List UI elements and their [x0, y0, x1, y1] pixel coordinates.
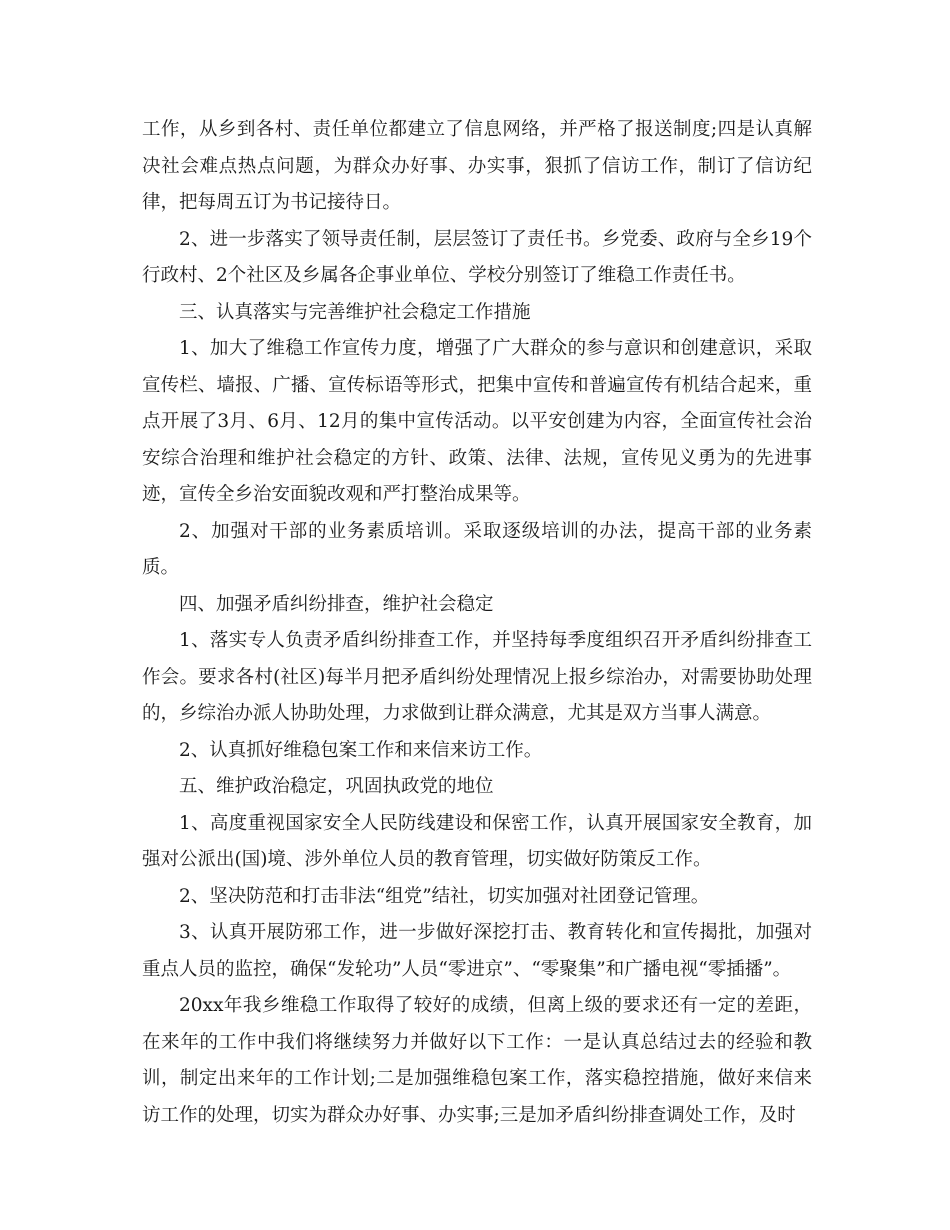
paragraph-8: 2、认真抓好维稳包案工作和来信来访工作。: [179, 739, 543, 761]
section-heading-3: 三、认真落实与完善维护社会稳定工作措施: [179, 301, 531, 323]
paragraph-13: 20xx年我乡维稳工作取得了较好的成绩，但离上级的要求还有一定的差距，在来年的工作中我们将继续努力并做好以下工作：一是认真总结过去的经验和教训，制定出来年的工作计划;二是加强维稳包案工作，落实稳控措施，做好来信来访工作的处理，切实为群众办好事、办实事;三是加矛盾纠纷排查调处工作，及时: [142, 995, 812, 1126]
document-body: [142, 112, 812, 1134]
section-heading-4: 四、加强矛盾纠纷排查，维护社会稳定: [179, 593, 494, 615]
paragraph-5: 2、加强对干部的业务素质培训。采取逐级培训的办法，提高干部的业务素质。: [142, 520, 812, 578]
paragraph-11: 2、坚决防范和打击非法“组党”结社，切实加强对社团登记管理。: [179, 885, 710, 907]
paragraph-2: 2、进一步落实了领导责任制，层层签订了责任书。乡党委、政府与全乡19个行政村、2个社区及乡属各企事业单位、学校分别签订了维稳工作责任书。: [142, 228, 812, 286]
paragraph-7: 1、落实专人负责矛盾纠纷排查工作，并坚持每季度组织召开矛盾纠纷排查工作会。要求各村(社区)每半月把矛盾纠纷处理情况上报乡综治办，对需要协助处理的，乡综治办派人协助处理，力求做到让群众满意，尤其是双方当事人满意。: [142, 630, 812, 724]
paragraph-1: 工作，从乡到各村、责任单位都建立了信息网络，并严格了报送制度;四是认真解决社会难点热点问题，为群众办好事、办实事，狠抓了信访工作，制订了信访纪律，把每周五订为书记接待日。: [142, 119, 812, 213]
paragraph-12: 3、认真开展防邪工作，进一步做好深挖打击、教育转化和宣传揭批，加强对重点人员的监控，确保“发轮功”人员“零进京”、“零聚集”和广播电视“零插播”。: [142, 922, 812, 980]
section-heading-5: 五、维护政治稳定，巩固执政党的地位: [179, 776, 494, 797]
paragraph-10: 1、高度重视国家安全人民防线建设和保密工作，认真开展国家安全教育，加强对公派出(国)境、涉外单位人员的教育管理，切实做好防策反工作。: [142, 812, 812, 870]
paragraph-4: 1、加大了维稳工作宣传力度，增强了广大群众的参与意识和创建意识，采取宣传栏、墙报、广播、宣传标语等形式，把集中宣传和普遍宣传有机结合起来，重点开展了3月、6月、12月的集中宣传活动。以平安创建为内容，全面宣传社会治安综合治理和维护社会稳定的方针、政策、法律、法规，宣传见义勇为的先进事迹，宣传全乡治安面貌改观和严打整治成果等。: [142, 338, 812, 505]
